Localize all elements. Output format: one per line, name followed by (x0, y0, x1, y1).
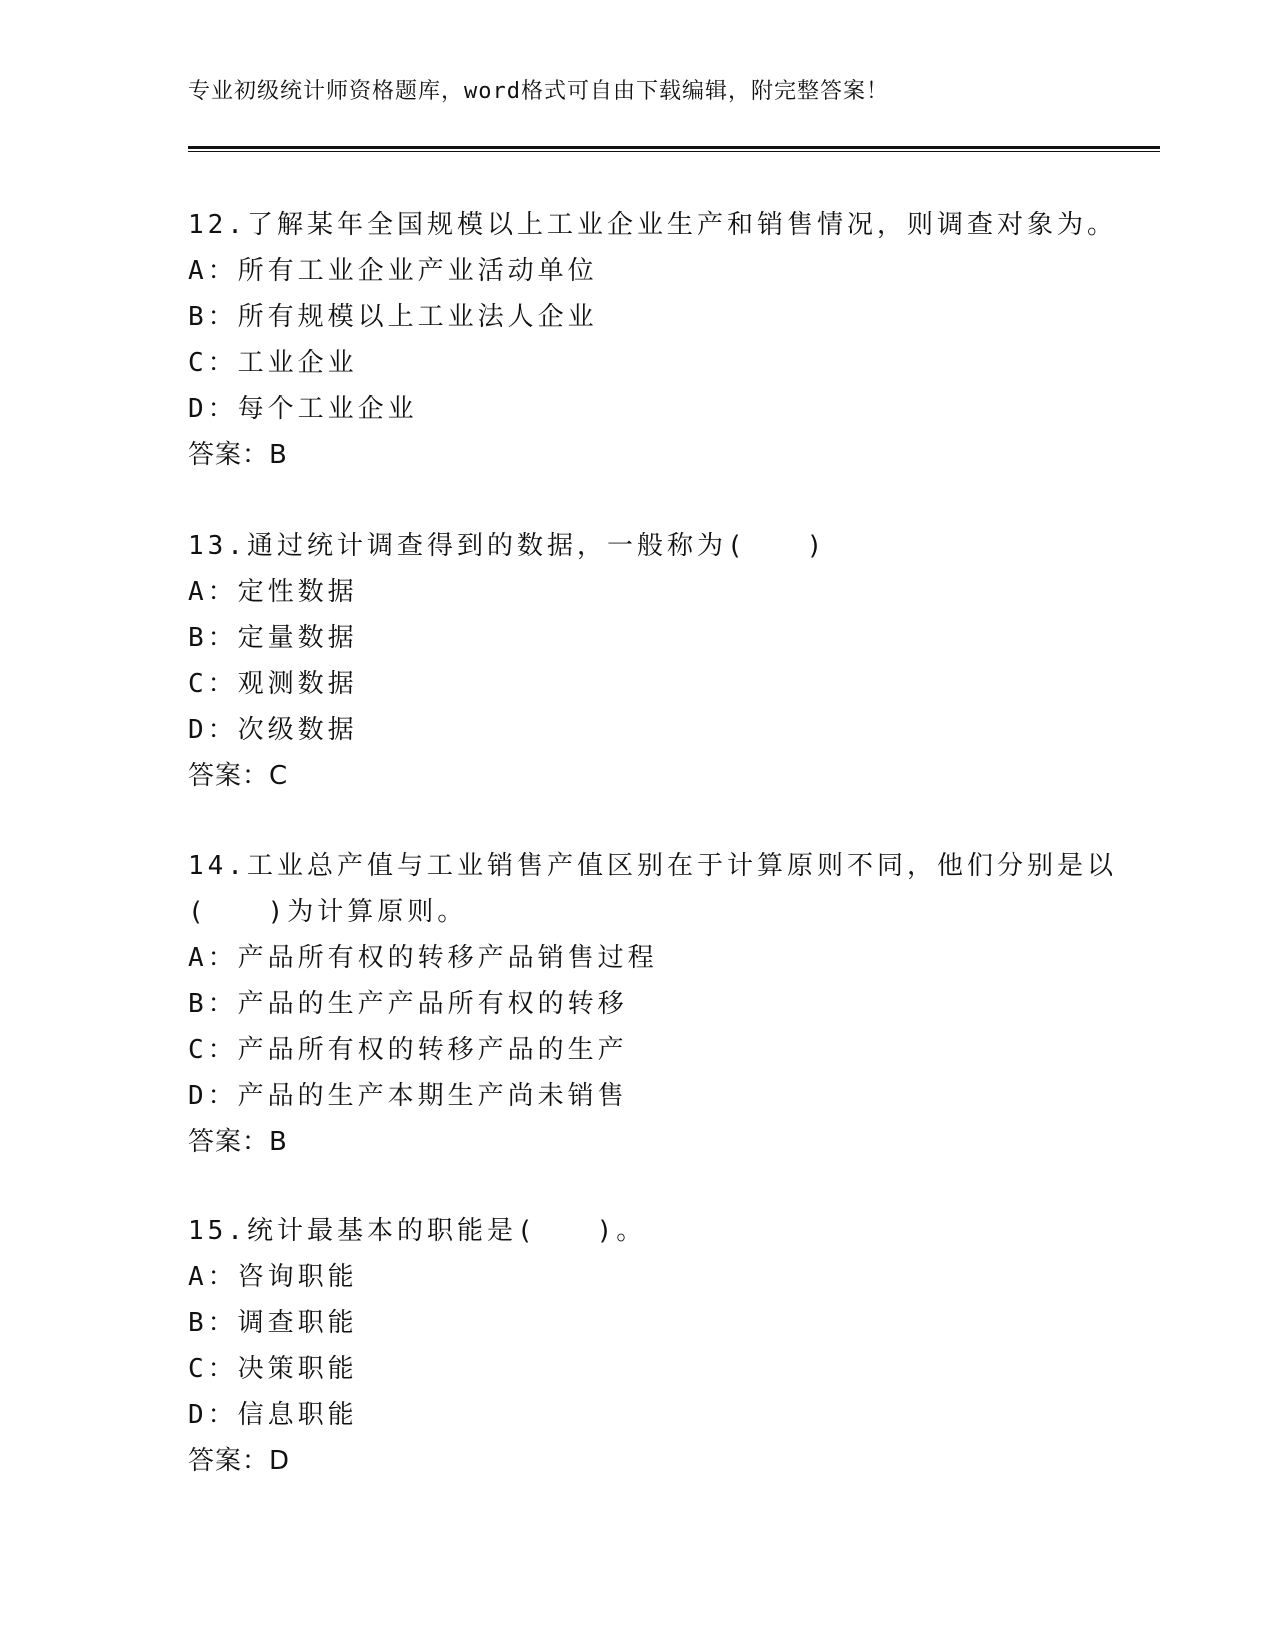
page-header: 专业初级统计师资格题库，word格式可自由下载编辑，附完整答案！ (188, 79, 889, 104)
answer-text: 答案：D (188, 1446, 291, 1476)
option-c: C：决策职能 (188, 1354, 358, 1384)
option-d: D：产品的生产本期生产尚未销售 (188, 1081, 628, 1111)
option-a: A：产品所有权的转移产品销售过程 (188, 943, 658, 973)
option-b: B：定量数据 (188, 623, 358, 653)
question-15 (188, 1208, 1088, 1484)
option-a: A：咨询职能 (188, 1262, 358, 1292)
option-a: A：所有工业企业产业活动单位 (188, 256, 598, 286)
question-stem: 14.工业总产值与工业销售产值区别在于计算原则不同，他们分别是以 (188, 851, 1117, 881)
option-c: C：观测数据 (188, 669, 358, 699)
option-b: B：调查职能 (188, 1308, 358, 1338)
answer-text: 答案：B (188, 1127, 288, 1157)
question-13 (188, 523, 1088, 799)
header-rule-thin (188, 151, 1160, 152)
option-c: C：产品所有权的转移产品的生产 (188, 1035, 628, 1065)
question-14 (188, 843, 1117, 1165)
option-d: D：信息职能 (188, 1400, 358, 1430)
question-stem-continued: ( )为计算原则。 (188, 897, 468, 927)
header-rule-thick (188, 146, 1160, 149)
option-d: D：每个工业企业 (188, 394, 418, 424)
question-stem: 12.了解某年全国规模以上工业企业生产和销售情况，则调查对象为。 (188, 210, 1117, 240)
question-stem: 13.通过统计调查得到的数据，一般称为( ) (188, 531, 827, 561)
question-12 (188, 202, 1117, 478)
option-c: C：工业企业 (188, 348, 358, 378)
option-a: A：定性数据 (188, 577, 358, 607)
option-b: B：所有规模以上工业法人企业 (188, 302, 598, 332)
answer-text: 答案：B (188, 440, 288, 470)
option-d: D：次级数据 (188, 715, 358, 745)
answer-text: 答案：C (188, 761, 289, 791)
question-stem: 15.统计最基本的职能是( )。 (188, 1216, 647, 1246)
option-b: B：产品的生产产品所有权的转移 (188, 989, 628, 1019)
